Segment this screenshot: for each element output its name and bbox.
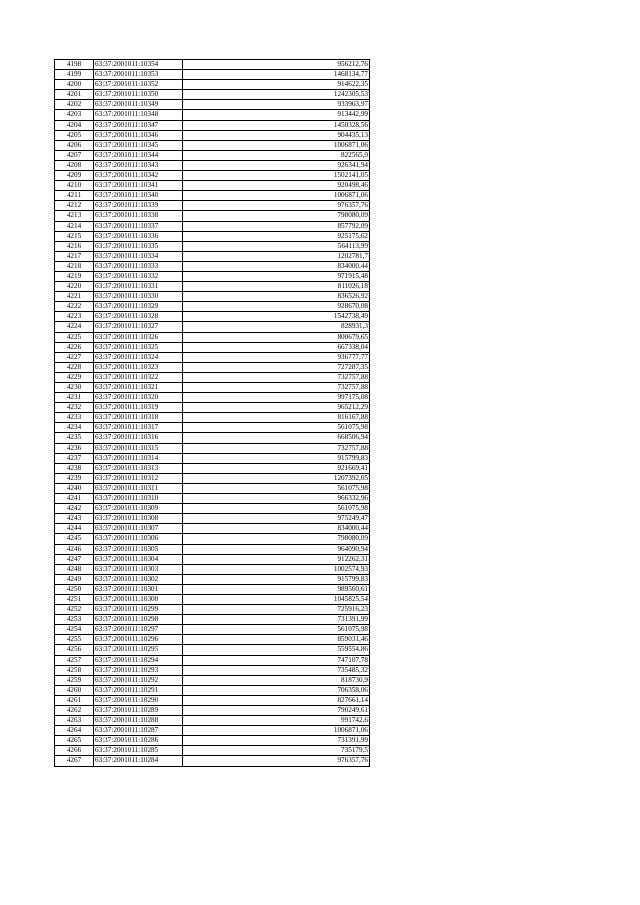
amount-cell: 559554,86 (183, 645, 370, 655)
cadastral-number-cell: 63:37:2001011:10293 (94, 665, 183, 675)
row-number-cell: 4237 (55, 453, 94, 463)
cadastral-number-cell: 63:37:2001011:10325 (94, 342, 183, 352)
table-row (55, 726, 370, 736)
cadastral-number-cell: 63:37:2001011:10287 (94, 726, 183, 736)
amount-cell: 976357,76 (183, 201, 370, 211)
cadastral-number-cell: 63:37:2001011:10317 (94, 423, 183, 433)
row-number-cell: 4249 (55, 574, 94, 584)
row-number-cell: 4260 (55, 685, 94, 695)
row-number-cell: 4248 (55, 564, 94, 574)
amount-cell: 732757,88 (183, 372, 370, 382)
amount-cell: 561075,98 (183, 625, 370, 635)
amount-cell: 964090,94 (183, 544, 370, 554)
cadastral-number-cell: 63:37:2001011:10319 (94, 403, 183, 413)
amount-cell: 1006871,06 (183, 140, 370, 150)
table-row (55, 221, 370, 231)
amount-cell: 1468134,77 (183, 70, 370, 80)
cadastral-number-cell: 63:37:2001011:10340 (94, 191, 183, 201)
table-row (55, 181, 370, 191)
table-row (55, 756, 370, 766)
row-number-cell: 4254 (55, 625, 94, 635)
cadastral-number-cell: 63:37:2001011:10345 (94, 140, 183, 150)
cadastral-number-cell: 63:37:2001011:10331 (94, 282, 183, 292)
table-row (55, 443, 370, 453)
cadastral-number-cell: 63:37:2001011:10315 (94, 443, 183, 453)
amount-cell: 732757,88 (183, 443, 370, 453)
amount-cell: 561075,98 (183, 504, 370, 514)
table-row (55, 453, 370, 463)
cadastral-number-cell: 63:37:2001011:10335 (94, 241, 183, 251)
cadastral-number-cell: 63:37:2001011:10284 (94, 756, 183, 766)
amount-cell: 1502141,05 (183, 171, 370, 181)
row-number-cell: 4242 (55, 504, 94, 514)
row-number-cell: 4200 (55, 80, 94, 90)
amount-cell: 731391,99 (183, 615, 370, 625)
row-number-cell: 4217 (55, 251, 94, 261)
row-number-cell: 4203 (55, 110, 94, 120)
table-row (55, 271, 370, 281)
row-number-cell: 4206 (55, 140, 94, 150)
amount-cell: 706358,06 (183, 685, 370, 695)
amount-cell: 912262,31 (183, 554, 370, 564)
table-row (55, 403, 370, 413)
cadastral-number-cell: 63:37:2001011:10311 (94, 483, 183, 493)
amount-cell: 1207392,05 (183, 473, 370, 483)
amount-cell: 834000,44 (183, 524, 370, 534)
table-row (55, 211, 370, 221)
amount-cell: 735179,5 (183, 746, 370, 756)
row-number-cell: 4234 (55, 423, 94, 433)
cadastral-number-cell: 63:37:2001011:10344 (94, 150, 183, 160)
table-row (55, 191, 370, 201)
table-row (55, 665, 370, 675)
row-number-cell: 4223 (55, 312, 94, 322)
row-number-cell: 4252 (55, 605, 94, 615)
row-number-cell: 4261 (55, 695, 94, 705)
cadastral-number-cell: 63:37:2001011:10302 (94, 574, 183, 584)
row-number-cell: 4220 (55, 282, 94, 292)
amount-cell: 564113,99 (183, 241, 370, 251)
cadastral-number-cell: 63:37:2001011:10304 (94, 554, 183, 564)
row-number-cell: 4204 (55, 120, 94, 130)
table-row (55, 332, 370, 342)
row-number-cell: 4258 (55, 665, 94, 675)
table-row (55, 473, 370, 483)
table-row (55, 120, 370, 130)
row-number-cell: 4239 (55, 473, 94, 483)
amount-cell: 913442,99 (183, 110, 370, 120)
row-number-cell: 4207 (55, 150, 94, 160)
table-row (55, 150, 370, 160)
amount-cell: 1002574,93 (183, 564, 370, 574)
cadastral-number-cell: 63:37:2001011:10341 (94, 181, 183, 191)
table-row (55, 201, 370, 211)
cadastral-number-cell: 63:37:2001011:10322 (94, 372, 183, 382)
row-number-cell: 4240 (55, 483, 94, 493)
cadastral-number-cell: 63:37:2001011:10332 (94, 271, 183, 281)
row-number-cell: 4266 (55, 746, 94, 756)
amount-cell: 1450328,56 (183, 120, 370, 130)
table-row (55, 292, 370, 302)
cadastral-number-cell: 63:37:2001011:10297 (94, 625, 183, 635)
row-number-cell: 4215 (55, 231, 94, 241)
cadastral-number-cell: 63:37:2001011:10285 (94, 746, 183, 756)
cadastral-number-cell: 63:37:2001011:10329 (94, 302, 183, 312)
table-row (55, 352, 370, 362)
cadastral-number-cell: 63:37:2001011:10354 (94, 60, 183, 70)
row-number-cell: 4228 (55, 362, 94, 372)
cadastral-number-cell: 63:37:2001011:10338 (94, 211, 183, 221)
amount-cell: 828931,3 (183, 322, 370, 332)
amount-cell: 859031,46 (183, 635, 370, 645)
table-row (55, 594, 370, 604)
cadastral-number-cell: 63:37:2001011:10310 (94, 494, 183, 504)
row-number-cell: 4230 (55, 383, 94, 393)
table-row (55, 251, 370, 261)
row-number-cell: 4211 (55, 191, 94, 201)
table-row (55, 171, 370, 181)
row-number-cell: 4225 (55, 332, 94, 342)
table-row (55, 413, 370, 423)
row-number-cell: 4257 (55, 655, 94, 665)
table-row (55, 282, 370, 292)
row-number-cell: 4247 (55, 554, 94, 564)
table-row (55, 645, 370, 655)
amount-cell: 976357,76 (183, 756, 370, 766)
row-number-cell: 4209 (55, 171, 94, 181)
row-number-cell: 4243 (55, 514, 94, 524)
amount-cell: 834000,44 (183, 261, 370, 271)
row-number-cell: 4229 (55, 372, 94, 382)
table-row (55, 302, 370, 312)
amount-cell: 667338,04 (183, 342, 370, 352)
row-number-cell: 4216 (55, 241, 94, 251)
row-number-cell: 4263 (55, 716, 94, 726)
amount-cell: 836526,92 (183, 292, 370, 302)
row-number-cell: 4256 (55, 645, 94, 655)
table-row (55, 231, 370, 241)
cadastral-number-cell: 63:37:2001011:10333 (94, 261, 183, 271)
amount-cell: 818730,9 (183, 675, 370, 685)
cadastral-number-cell: 63:37:2001011:10313 (94, 463, 183, 473)
cadastral-number-cell: 63:37:2001011:10324 (94, 352, 183, 362)
amount-cell: 561075,98 (183, 483, 370, 493)
amount-cell: 816167,88 (183, 413, 370, 423)
amount-cell: 915799,83 (183, 574, 370, 584)
amount-cell: 926341,94 (183, 160, 370, 170)
amount-cell: 1242305,53 (183, 90, 370, 100)
row-number-cell: 4253 (55, 615, 94, 625)
row-number-cell: 4214 (55, 221, 94, 231)
cadastral-number-cell: 63:37:2001011:10298 (94, 615, 183, 625)
table-row (55, 433, 370, 443)
row-number-cell: 4245 (55, 534, 94, 544)
amount-cell: 914622,35 (183, 80, 370, 90)
table-row (55, 524, 370, 534)
table-row (55, 322, 370, 332)
row-number-cell: 4205 (55, 130, 94, 140)
table-row (55, 554, 370, 564)
cadastral-number-cell: 63:37:2001011:10300 (94, 594, 183, 604)
row-number-cell: 4233 (55, 413, 94, 423)
amount-cell: 561075,98 (183, 423, 370, 433)
amount-cell: 1006871,06 (183, 191, 370, 201)
row-number-cell: 4227 (55, 352, 94, 362)
table-row (55, 706, 370, 716)
amount-cell: 827661,14 (183, 695, 370, 705)
table-row (55, 483, 370, 493)
cadastral-number-cell: 63:37:2001011:10286 (94, 736, 183, 746)
amount-cell: 925175,62 (183, 231, 370, 241)
amount-cell: 971915,48 (183, 271, 370, 281)
amount-cell: 790249,61 (183, 706, 370, 716)
cadastral-number-cell: 63:37:2001011:10350 (94, 90, 183, 100)
amount-cell: 727287,35 (183, 362, 370, 372)
row-number-cell: 4231 (55, 393, 94, 403)
row-number-cell: 4235 (55, 433, 94, 443)
amount-cell: 668506,94 (183, 433, 370, 443)
amount-cell: 798080,09 (183, 534, 370, 544)
cadastral-number-cell: 63:37:2001011:10301 (94, 584, 183, 594)
row-number-cell: 4222 (55, 302, 94, 312)
table-row (55, 90, 370, 100)
cadastral-number-cell: 63:37:2001011:10348 (94, 110, 183, 120)
cadastral-number-cell: 63:37:2001011:10353 (94, 70, 183, 80)
row-number-cell: 4221 (55, 292, 94, 302)
table-row (55, 574, 370, 584)
row-number-cell: 4224 (55, 322, 94, 332)
table-row (55, 584, 370, 594)
cadastral-number-cell: 63:37:2001011:10294 (94, 655, 183, 665)
row-number-cell: 4199 (55, 70, 94, 80)
cadastral-number-cell: 63:37:2001011:10306 (94, 534, 183, 544)
amount-cell: 991742,6 (183, 716, 370, 726)
table-body (55, 60, 370, 767)
table-row (55, 362, 370, 372)
table-row (55, 241, 370, 251)
table-row (55, 746, 370, 756)
row-number-cell: 4212 (55, 201, 94, 211)
amount-cell: 1045825,54 (183, 594, 370, 604)
table-row (55, 393, 370, 403)
amount-cell: 966332,96 (183, 494, 370, 504)
table-row (55, 312, 370, 322)
amount-cell: 732757,88 (183, 383, 370, 393)
table-row (55, 494, 370, 504)
amount-cell: 921669,41 (183, 463, 370, 473)
row-number-cell: 4208 (55, 160, 94, 170)
row-number-cell: 4201 (55, 90, 94, 100)
cadastral-number-cell: 63:37:2001011:10337 (94, 221, 183, 231)
amount-cell: 997175,08 (183, 393, 370, 403)
cadastral-number-cell: 63:37:2001011:10307 (94, 524, 183, 534)
amount-cell: 933963,97 (183, 100, 370, 110)
cadastral-number-cell: 63:37:2001011:10321 (94, 383, 183, 393)
row-number-cell: 4265 (55, 736, 94, 746)
cadastral-number-cell: 63:37:2001011:10316 (94, 433, 183, 443)
amount-cell: 822565,9 (183, 150, 370, 160)
cadastral-number-cell: 63:37:2001011:10349 (94, 100, 183, 110)
row-number-cell: 4198 (55, 60, 94, 70)
amount-cell: 920498,46 (183, 181, 370, 191)
table-row (55, 80, 370, 90)
row-number-cell: 4246 (55, 544, 94, 554)
cadastral-number-cell: 63:37:2001011:10289 (94, 706, 183, 716)
table-row (55, 423, 370, 433)
table-row (55, 160, 370, 170)
data-table (54, 59, 370, 767)
cadastral-number-cell: 63:37:2001011:10320 (94, 393, 183, 403)
table-row (55, 534, 370, 544)
row-number-cell: 4213 (55, 211, 94, 221)
amount-cell: 731391,99 (183, 736, 370, 746)
table-row (55, 736, 370, 746)
row-number-cell: 4202 (55, 100, 94, 110)
cadastral-number-cell: 63:37:2001011:10288 (94, 716, 183, 726)
amount-cell: 811026,18 (183, 282, 370, 292)
row-number-cell: 4244 (55, 524, 94, 534)
table-row (55, 372, 370, 382)
cadastral-number-cell: 63:37:2001011:10305 (94, 544, 183, 554)
row-number-cell: 4218 (55, 261, 94, 271)
table-row (55, 695, 370, 705)
cadastral-number-cell: 63:37:2001011:10312 (94, 473, 183, 483)
row-number-cell: 4264 (55, 726, 94, 736)
row-number-cell: 4241 (55, 494, 94, 504)
table-row (55, 383, 370, 393)
table-row (55, 60, 370, 70)
amount-cell: 725916,23 (183, 605, 370, 615)
row-number-cell: 4267 (55, 756, 94, 766)
table-row (55, 716, 370, 726)
cadastral-number-cell: 63:37:2001011:10343 (94, 160, 183, 170)
table-row (55, 675, 370, 685)
cadastral-number-cell: 63:37:2001011:10339 (94, 201, 183, 211)
table-row (55, 110, 370, 120)
row-number-cell: 4226 (55, 342, 94, 352)
cadastral-number-cell: 63:37:2001011:10295 (94, 645, 183, 655)
amount-cell: 989560,61 (183, 584, 370, 594)
cadastral-number-cell: 63:37:2001011:10334 (94, 251, 183, 261)
table-row (55, 635, 370, 645)
cadastral-number-cell: 63:37:2001011:10292 (94, 675, 183, 685)
cadastral-number-cell: 63:37:2001011:10318 (94, 413, 183, 423)
cadastral-number-cell: 63:37:2001011:10308 (94, 514, 183, 524)
amount-cell: 1542738,49 (183, 312, 370, 322)
row-number-cell: 4251 (55, 594, 94, 604)
table-row (55, 130, 370, 140)
table-row (55, 605, 370, 615)
cadastral-number-cell: 63:37:2001011:10290 (94, 695, 183, 705)
amount-cell: 904435,13 (183, 130, 370, 140)
cadastral-number-cell: 63:37:2001011:10296 (94, 635, 183, 645)
cadastral-number-cell: 63:37:2001011:10326 (94, 332, 183, 342)
row-number-cell: 4255 (55, 635, 94, 645)
table-row (55, 564, 370, 574)
cadastral-number-cell: 63:37:2001011:10309 (94, 504, 183, 514)
table-row (55, 140, 370, 150)
table-row (55, 615, 370, 625)
amount-cell: 915799,83 (183, 453, 370, 463)
row-number-cell: 4236 (55, 443, 94, 453)
table-row (55, 504, 370, 514)
table-row (55, 544, 370, 554)
amount-cell: 1202781,7 (183, 251, 370, 261)
row-number-cell: 4232 (55, 403, 94, 413)
table-row (55, 514, 370, 524)
row-number-cell: 4238 (55, 463, 94, 473)
table-row (55, 463, 370, 473)
cadastral-number-cell: 63:37:2001011:10342 (94, 171, 183, 181)
cadastral-number-cell: 63:37:2001011:10352 (94, 80, 183, 90)
cadastral-number-cell: 63:37:2001011:10327 (94, 322, 183, 332)
table-row (55, 685, 370, 695)
amount-cell: 857792,09 (183, 221, 370, 231)
amount-cell: 965212,29 (183, 403, 370, 413)
table-row (55, 655, 370, 665)
row-number-cell: 4259 (55, 675, 94, 685)
cadastral-number-cell: 63:37:2001011:10328 (94, 312, 183, 322)
amount-cell: 800679,65 (183, 332, 370, 342)
amount-cell: 1006871,06 (183, 726, 370, 736)
amount-cell: 798080,09 (183, 211, 370, 221)
table-row (55, 342, 370, 352)
cadastral-number-cell: 63:37:2001011:10346 (94, 130, 183, 140)
cadastral-number-cell: 63:37:2001011:10323 (94, 362, 183, 372)
cadastral-number-cell: 63:37:2001011:10299 (94, 605, 183, 615)
amount-cell: 975249,47 (183, 514, 370, 524)
table-row (55, 70, 370, 80)
amount-cell: 936777,77 (183, 352, 370, 362)
table-row (55, 261, 370, 271)
cadastral-number-cell: 63:37:2001011:10347 (94, 120, 183, 130)
row-number-cell: 4210 (55, 181, 94, 191)
amount-cell: 747107,78 (183, 655, 370, 665)
amount-cell: 735485,32 (183, 665, 370, 675)
cadastral-number-cell: 63:37:2001011:10291 (94, 685, 183, 695)
cadastral-number-cell: 63:37:2001011:10330 (94, 292, 183, 302)
cadastral-number-cell: 63:37:2001011:10314 (94, 453, 183, 463)
amount-cell: 956212,76 (183, 60, 370, 70)
cadastral-number-cell: 63:37:2001011:10303 (94, 564, 183, 574)
row-number-cell: 4262 (55, 706, 94, 716)
cadastral-number-cell: 63:37:2001011:10336 (94, 231, 183, 241)
table-row (55, 625, 370, 635)
row-number-cell: 4250 (55, 584, 94, 594)
amount-cell: 928670,08 (183, 302, 370, 312)
row-number-cell: 4219 (55, 271, 94, 281)
table-row (55, 100, 370, 110)
